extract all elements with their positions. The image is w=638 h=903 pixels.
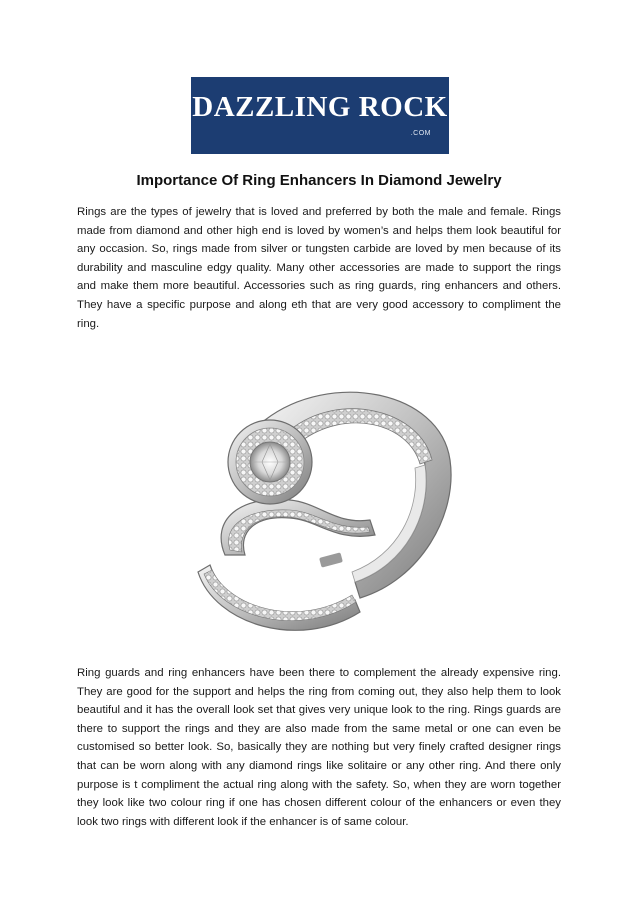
logo-suffix: .COM [410,130,431,137]
diamond-ring-image [170,350,470,650]
page-title: Importance Of Ring Enhancers In Diamond Jewelry [136,172,502,189]
logo-text: DAZZLING ROCK [192,91,448,123]
brand-logo [191,77,449,154]
intro-paragraph: Rings are the types of jewelry that is loved and preferred by both the male and female. Rings made from diamond and other high end is loved by women’s and helps them look beautiful for any occasion. So, rings made from silver or tungsten carbide are loved by men because of its durability and masculine edgy quality. Many other accessories are made to support the rings and make them more beautiful. Accessories such as ring guards, ring enhancers and others. They have a specific purpose and along eth that are very good accessory to compliment the ring. [77,206,561,330]
body-paragraph: Ring guards and ring enhancers have been there to complement the already expensive ring. They are good for the support and helps the ring from coming out, they also help them to look beautiful and it has the overall look set that gives very unique look to the ring. Rings guards are there to support the rings and they are also made from the same metal or one can even be customised so better look. So, basically they are nothing but very finely crafted designer rings that can be worn along with any diamond rings like solitaire or any other ring. And there only purpose is t compliment the actual ring along with the safety. So, when they are worn together they look like two colour ring if one has chosen different colour of the enhancers or even they look two rings with different look if the enhancer is of same colour. [77,667,561,828]
